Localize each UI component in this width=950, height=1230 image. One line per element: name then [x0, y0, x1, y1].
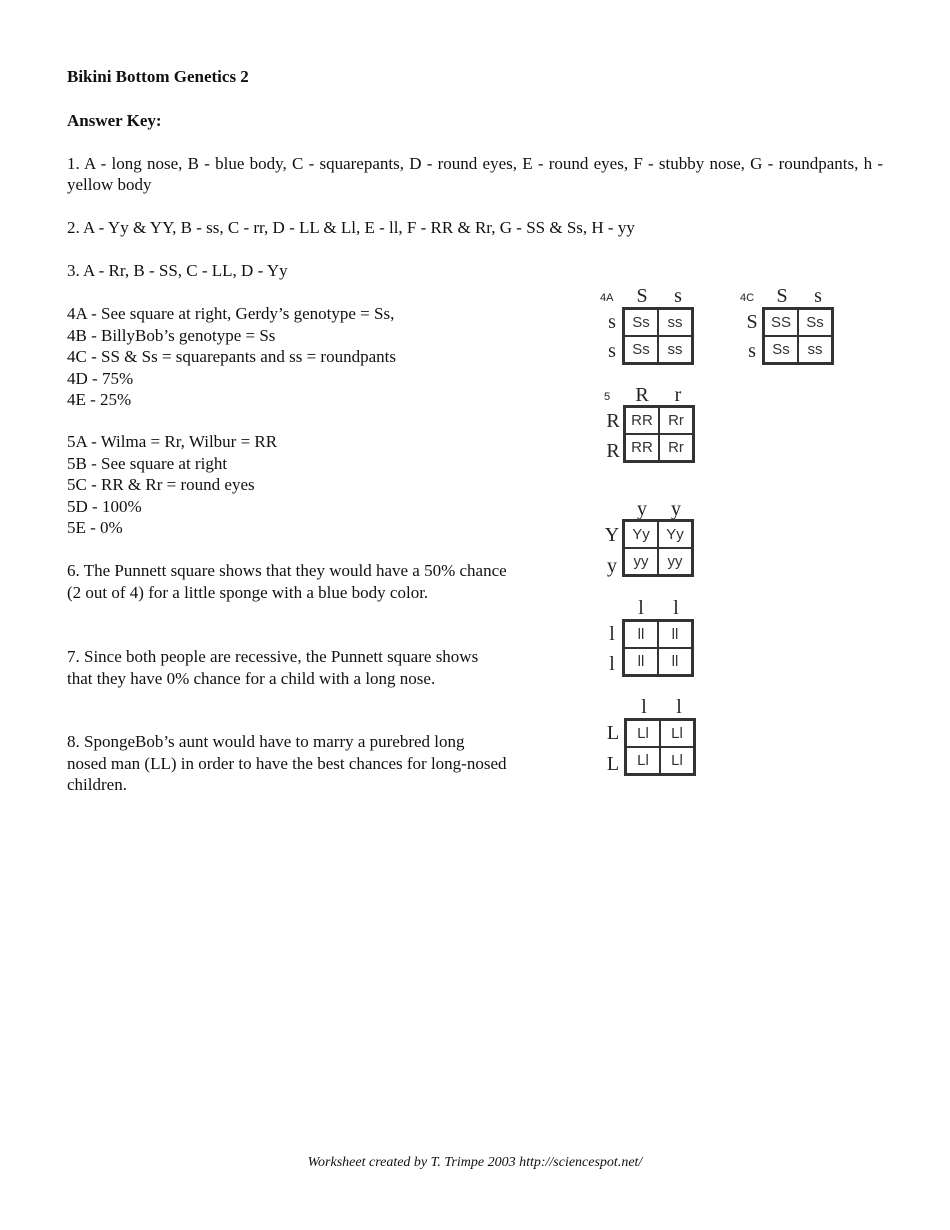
genotype-cell: Yy: [624, 521, 658, 548]
genotype-cell: Ll: [660, 720, 694, 747]
row-allele: Y: [604, 524, 620, 546]
punnett-grid: [762, 307, 834, 365]
column-allele: S: [636, 285, 648, 307]
genotype-cell: ss: [798, 336, 832, 363]
genotype-cell: RR: [625, 407, 659, 434]
row-allele: R: [606, 410, 620, 432]
answer-2: 2. A - Yy & YY, B - ss, C - rr, D - LL & Ll, E - ll, F - RR & Rr, G - SS & Ss, H - yy: [67, 218, 635, 237]
genotype-cell: Rr: [659, 434, 693, 461]
answer-5a: 5A - Wilma = Rr, Wilbur = RR: [67, 432, 278, 451]
column-allele: s: [674, 285, 682, 307]
punnett-grid: [622, 519, 694, 577]
row-allele: L: [606, 753, 620, 775]
column-allele: S: [776, 285, 788, 307]
genotype-cell: Ss: [624, 336, 658, 363]
genotype-cell: Ll: [626, 747, 660, 774]
punnett-grid: [624, 718, 696, 776]
punnett-grid: [623, 405, 695, 463]
genotype-cell: RR: [625, 434, 659, 461]
genotype-cell: Yy: [658, 521, 692, 548]
genotype-cell: Ss: [764, 336, 798, 363]
answer-4a: 4A - See square at right, Gerdy’s genotype = Ss,: [67, 304, 395, 323]
answer-5b: 5B - See square at right: [67, 453, 228, 473]
genotype-cell: Ll: [660, 747, 694, 774]
column-allele: y: [671, 498, 681, 520]
punnett-grid: [622, 619, 694, 677]
column-allele: l: [641, 696, 647, 718]
column-allele: R: [635, 384, 649, 406]
answer-4d: 4D - 75%: [67, 368, 134, 388]
answer-4b: 4B - BillyBob’s genotype = Ss: [67, 325, 276, 345]
genotype-cell: ll: [658, 648, 692, 675]
row-allele: S: [746, 311, 758, 333]
square-label: 5: [604, 391, 611, 403]
row-allele: R: [606, 440, 620, 462]
genotype-cell: Ll: [626, 720, 660, 747]
column-allele: s: [814, 285, 822, 307]
genotype-cell: Rr: [659, 407, 693, 434]
column-allele: l: [673, 597, 679, 619]
column-allele: r: [674, 384, 682, 406]
square-label: 4C: [740, 292, 755, 304]
row-allele: L: [606, 722, 620, 744]
answer-5d: 5D - 100%: [67, 496, 142, 516]
answer-5c: 5C - RR & Rr = round eyes: [67, 475, 255, 494]
answer-key-heading: Answer Key:: [67, 111, 162, 130]
row-allele: s: [748, 340, 756, 362]
answer-4c: 4C - SS & Ss = squarepants and ss = roundpants: [67, 347, 396, 366]
row-allele: s: [608, 340, 616, 362]
genotype-cell: Ss: [624, 309, 658, 336]
answer-7: 7. Since both people are recessive, the Punnett square shows that they have 0% chance for a child with a long nose.: [67, 647, 479, 688]
answer-6: 6. The Punnett square shows that they would have a 50% chance (2 out of 4) for a little sponge with a blue body color.: [67, 561, 507, 602]
answer-5e: 5E - 0%: [67, 518, 123, 537]
genotype-cell: ll: [624, 621, 658, 648]
row-allele: s: [608, 311, 616, 333]
answer-8: 8. SpongeBob’s aunt would have to marry a purebred long nosed man (LL) in order to have the best chances for long-nosed children.: [67, 732, 507, 794]
genotype-cell: yy: [624, 548, 658, 575]
genotype-cell: yy: [658, 548, 692, 575]
genotype-cell: ss: [658, 336, 692, 363]
answer-3: 3. A - Rr, B - SS, C - LL, D - Yy: [67, 261, 288, 280]
answer-1: 1. A - long nose, B - blue body, C - squarepants, D - round eyes, E - round eyes, F - stubby nose, G - roundpants, h - yellow body: [67, 154, 883, 194]
row-allele: y: [607, 555, 617, 577]
column-allele: y: [637, 498, 647, 520]
row-allele: l: [609, 653, 615, 675]
footer-credit: Worksheet created by T. Trimpe 2003 http://sciencespot.net/: [307, 1155, 643, 1170]
genotype-cell: ll: [624, 648, 658, 675]
genotype-cell: SS: [764, 309, 798, 336]
genotype-cell: Ss: [798, 309, 832, 336]
row-allele: l: [609, 623, 615, 645]
square-label: 4A: [600, 292, 614, 304]
genotype-cell: ss: [658, 309, 692, 336]
genotype-cell: ll: [658, 621, 692, 648]
column-allele: l: [676, 696, 682, 718]
column-allele: l: [638, 597, 644, 619]
page-title: Bikini Bottom Genetics 2: [67, 67, 249, 86]
answer-4e: 4E - 25%: [67, 390, 132, 409]
punnett-grid: [622, 307, 694, 365]
